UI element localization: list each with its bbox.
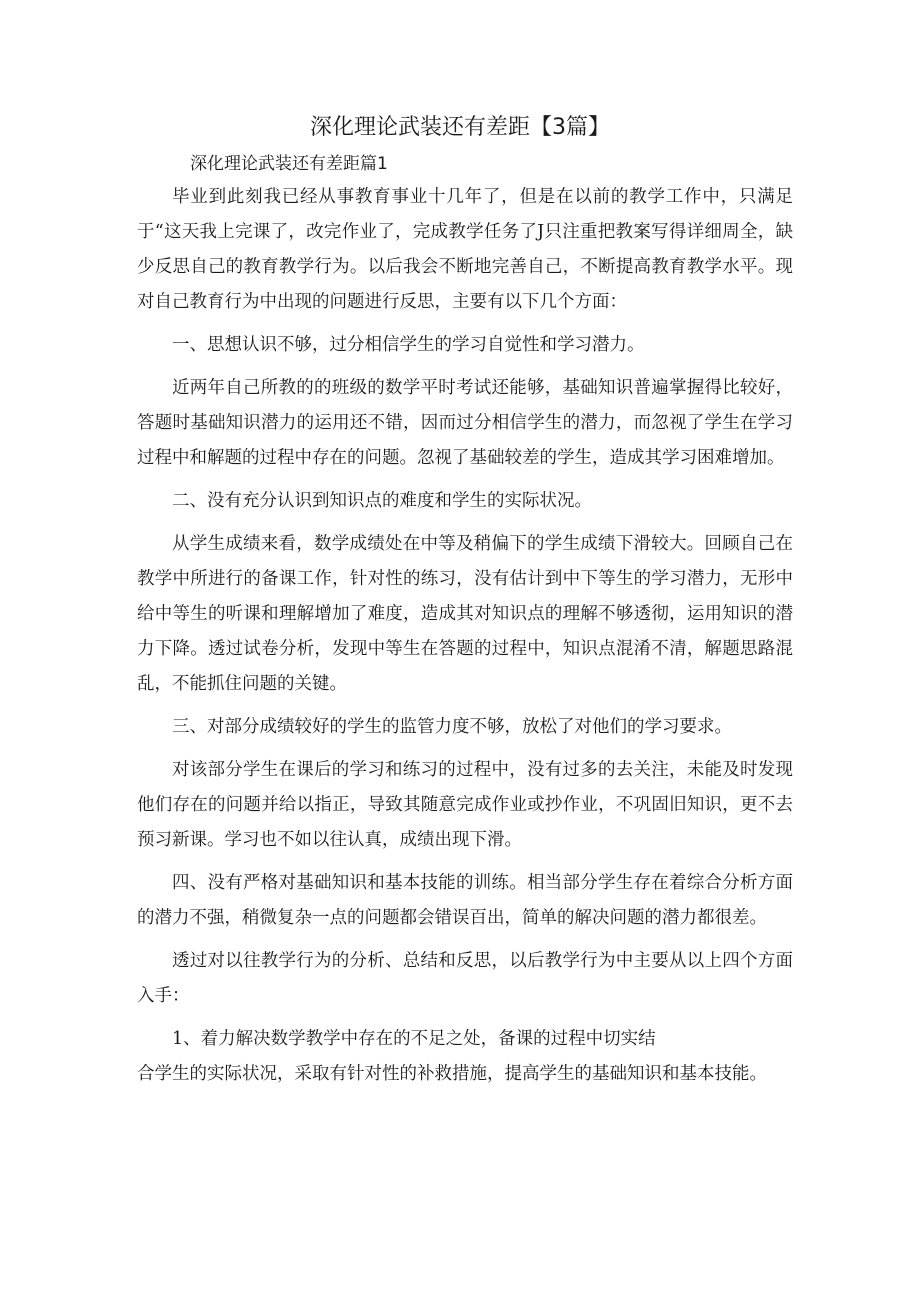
paragraph: 毕业到此刻我已经从事教育事业十几年了，但是在以前的教学工作中，只满足于“这天我上完课了，改完作业了，完成教学任务了J只注重把教案写得详细周全，缺少反思自己的教育教学行为。以后我会不断地完善自己，不断提高教育教学水平。现对自己教育行为中出现的问题进行反思，主要有以下几个方面： — [137, 187, 793, 312]
paragraph: 合学生的实际状况，采取有针对性的补救措施，提高学生的基础知识和基本技能。 — [137, 1064, 767, 1084]
paragraph: 从学生成绩来看，数学成绩处在中等及稍偏下的学生成绩下滑较大。回顾自己在教学中所进行的备课工作，针对性的练习，没有估计到中下等生的学习潜力，无形中给中等生的听课和理解增加了难度，造成其对知识点的理解不够透彻，运用知识的潜力下降。透过试卷分析，发现中等生在答题的过程中，知识点混淆不清，解题思路混乱，不能抓住问题的关键。 — [137, 534, 793, 694]
paragraph: 近两年自己所教的的班级的数学平时考试还能够，基础知识普遍掌握得比较好，答题时基础知识潜力的运用还不错，因而过分相信学生的潜力，而忽视了学生在学习过程中和解题的过程中存在的问题。忽视了基础较差的学生，造成其学习困难增加。 — [137, 378, 793, 468]
paragraph: 四、没有严格对基础知识和基本技能的训练。相当部分学生存在着综合分析方面的潜力不强，稍微复杂一点的问题都会错误百出，简单的解决问题的潜力都很差。 — [137, 873, 793, 928]
document-subtitle: 深化理论武装还有差距篇1 — [190, 154, 388, 174]
document-body — [137, 180, 793, 1092]
paragraph: 二、没有充分认识到知识点的难度和学生的实际状况。 — [172, 491, 592, 511]
paragraph: 一、思想认识不够，过分相信学生的学习自觉性和学习潜力。 — [172, 335, 645, 355]
paragraph: 1、着力解决数学教学中存在的不足之处，备课的过程中切实结 — [172, 1029, 656, 1049]
document-title: 深化理论武装还有差距【3篇】 — [310, 115, 610, 140]
paragraph: 对该部分学生在课后的学习和练习的过程中，没有过多的去关注，未能及时发现他们存在的问题并给以指正，导致其随意完成作业或抄作业，不巩固旧知识，更不去预习新课。学习也不如以往认真，成绩出现下滑。 — [137, 760, 793, 850]
paragraph: 三、对部分成绩较好的学生的监管力度不够，放松了对他们的学习要求。 — [172, 717, 732, 737]
paragraph: 透过对以往教学行为的分析、总结和反思，以后教学行为中主要从以上四个方面入手： — [137, 951, 793, 1006]
